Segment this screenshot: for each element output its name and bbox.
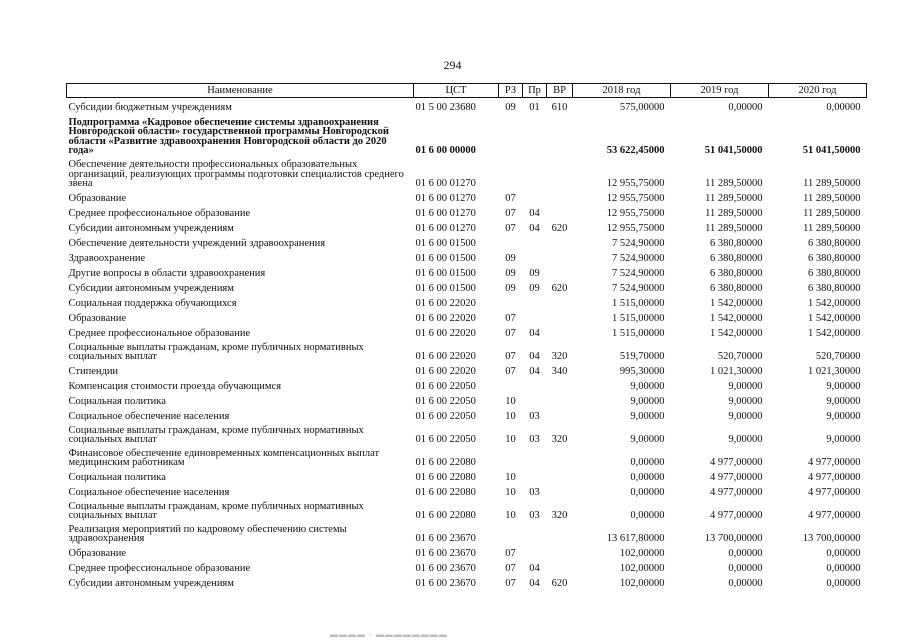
- cell-name: Субсидии бюджетным учреждениям: [68, 102, 232, 113]
- cell-cst: 01 6 00 23670: [415, 548, 476, 559]
- table-row: [67, 249, 867, 264]
- cell-y2018: 7 524,90000: [612, 238, 665, 249]
- cell-cst: 01 6 00 22080: [415, 457, 476, 468]
- table-row: [67, 407, 867, 422]
- table-header-row: [67, 84, 867, 98]
- cell-y2018: 0,00000: [630, 510, 665, 521]
- cell-y2020: 6 380,80000: [808, 283, 861, 294]
- table-row: [67, 234, 867, 249]
- cell-name: Обеспечение деятельности профессиональных образовательных организаций, реализующих программы подготовки специалистов среднего звена: [68, 159, 404, 189]
- table-row: [67, 574, 867, 589]
- cell-vr: [547, 377, 573, 392]
- cell-rz: 10: [505, 510, 516, 521]
- cell-cst: 01 6 00 22080: [415, 472, 476, 483]
- cell-name: Субсидии автономным учреждениям: [68, 283, 234, 294]
- cell-y2020: 1 542,00000: [808, 298, 861, 309]
- cell-vr: 340: [551, 366, 568, 377]
- cell-y2018: 995,30000: [619, 366, 665, 377]
- cell-y2020: 6 380,80000: [808, 253, 861, 264]
- cell-y2019: 4 977,00000: [710, 472, 763, 483]
- cell-y2019: 6 380,80000: [710, 283, 763, 294]
- cell-cst: 01 6 00 22020: [415, 366, 476, 377]
- cell-vr: [547, 392, 573, 407]
- cell-name: Среднее профессиональное образование: [68, 328, 251, 339]
- cell-vr: 320: [551, 510, 568, 521]
- cell-y2020: 520,70000: [815, 351, 861, 362]
- cell-rz: 10: [505, 411, 516, 422]
- cell-y2020: 9,00000: [826, 434, 861, 445]
- cell-name: Финансовое обеспечение единовременных компенсационных выплат медицинским работникам: [68, 447, 380, 468]
- cell-rz: 07: [505, 563, 516, 574]
- cell-name: Образование: [68, 313, 127, 324]
- cell-y2019: 1 542,00000: [710, 328, 763, 339]
- table-row: [67, 521, 867, 544]
- table-row: [67, 339, 867, 362]
- cell-y2020: 51 041,50000: [802, 145, 861, 156]
- table-row: [67, 559, 867, 574]
- cell-cst: 01 6 00 22020: [415, 328, 476, 339]
- cell-cst: 01 6 00 22020: [415, 313, 476, 324]
- cell-y2019: 1 542,00000: [710, 313, 763, 324]
- cell-y2018: 0,00000: [630, 487, 665, 498]
- cell-pr: 01: [529, 102, 540, 113]
- cell-y2018: 9,00000: [630, 396, 665, 407]
- cell-y2020: 0,00000: [826, 548, 861, 559]
- cell-y2020: 6 380,80000: [808, 238, 861, 249]
- cell-pr: [523, 294, 547, 309]
- cell-name: Социальная политика: [68, 472, 166, 483]
- header-cst: ЦСТ: [414, 84, 499, 98]
- cell-vr: [547, 407, 573, 422]
- cell-rz: [499, 294, 523, 309]
- cell-rz: [499, 377, 523, 392]
- cell-name: Социальные выплаты гражданам, кроме публичных нормативных социальных выплат: [68, 424, 364, 445]
- cell-vr: 620: [551, 283, 568, 294]
- cell-pr: [523, 309, 547, 324]
- cell-name: Образование: [68, 548, 127, 559]
- cell-y2018: 519,70000: [619, 351, 665, 362]
- cell-rz: 07: [505, 223, 516, 234]
- cell-rz: 07: [505, 328, 516, 339]
- cell-pr: 04: [529, 223, 540, 234]
- cell-cst: 01 6 00 22080: [415, 487, 476, 498]
- cell-y2019: 6 380,80000: [710, 253, 763, 264]
- cell-y2020: 1 021,30000: [808, 366, 861, 377]
- cell-cst: 01 6 00 00000: [415, 145, 476, 156]
- cell-y2019: 11 289,50000: [705, 178, 763, 189]
- cell-name: Стипендии: [68, 366, 119, 377]
- cell-name: Реализация мероприятий по кадровому обеспечению системы здравоохранения: [68, 523, 347, 544]
- cell-y2020: 1 542,00000: [808, 313, 861, 324]
- cell-y2018: 0,00000: [630, 457, 665, 468]
- cell-y2019: 1 021,30000: [710, 366, 763, 377]
- table-row: [67, 279, 867, 294]
- cell-rz: 09: [505, 268, 516, 279]
- cell-rz: [499, 521, 523, 544]
- table-row: [67, 445, 867, 468]
- cell-rz: 07: [505, 313, 516, 324]
- cell-y2020: 6 380,80000: [808, 268, 861, 279]
- cell-rz: 07: [505, 193, 516, 204]
- cell-y2018: 53 622,45000: [606, 145, 665, 156]
- cell-y2019: 13 700,00000: [704, 533, 763, 544]
- cell-y2019: 1 542,00000: [710, 298, 763, 309]
- cell-pr: 04: [529, 328, 540, 339]
- cell-rz: 09: [505, 102, 516, 113]
- cell-cst: 01 6 00 22050: [415, 381, 476, 392]
- cell-pr: 09: [529, 268, 540, 279]
- cell-vr: 320: [551, 434, 568, 445]
- cell-vr: [547, 156, 573, 189]
- cell-rz: 07: [505, 548, 516, 559]
- cell-name: Социальная поддержка обучающихся: [68, 298, 237, 309]
- cell-rz: [499, 234, 523, 249]
- cell-pr: 03: [529, 411, 540, 422]
- cell-cst: 01 6 00 01500: [415, 253, 476, 264]
- cell-y2018: 7 524,90000: [612, 283, 665, 294]
- cell-name: Здравоохранение: [68, 253, 146, 264]
- cell-cst: 01 6 00 23670: [415, 578, 476, 589]
- cell-y2020: 9,00000: [826, 396, 861, 407]
- table-row: [67, 468, 867, 483]
- cell-y2020: 11 289,50000: [803, 208, 861, 219]
- table-row: [67, 204, 867, 219]
- cell-pr: [523, 392, 547, 407]
- cell-y2020: 0,00000: [826, 563, 861, 574]
- header-name: Наименование: [67, 84, 414, 98]
- cell-rz: 10: [505, 487, 516, 498]
- table-row: [67, 324, 867, 339]
- cell-name: Субсидии автономным учреждениям: [68, 223, 234, 234]
- cell-y2019: 9,00000: [728, 396, 763, 407]
- header-2019: 2019 год: [671, 84, 769, 98]
- cell-y2020: 9,00000: [826, 381, 861, 392]
- header-rz: РЗ: [499, 84, 523, 98]
- cell-rz: 07: [505, 578, 516, 589]
- cell-y2019: 4 977,00000: [710, 487, 763, 498]
- cell-name: Среднее профессиональное образование: [68, 563, 251, 574]
- cell-y2020: 13 700,00000: [802, 533, 861, 544]
- table-row: [67, 422, 867, 445]
- table-row: [67, 498, 867, 521]
- cell-cst: 01 6 00 01500: [415, 238, 476, 249]
- cell-pr: 04: [529, 563, 540, 574]
- cell-cst: 01 6 00 01500: [415, 283, 476, 294]
- cell-name: Компенсация стоимости проезда обучающимся: [68, 381, 282, 392]
- cell-pr: [523, 189, 547, 204]
- cell-cst: 01 6 00 23670: [415, 563, 476, 574]
- cell-y2019: 0,00000: [728, 548, 763, 559]
- cell-vr: [547, 264, 573, 279]
- cell-y2018: 7 524,90000: [612, 253, 665, 264]
- cell-pr: [523, 377, 547, 392]
- cell-vr: [547, 445, 573, 468]
- cell-y2019: 0,00000: [728, 578, 763, 589]
- page-number: 294: [443, 58, 462, 72]
- cell-pr: [523, 249, 547, 264]
- cell-y2020: 9,00000: [826, 411, 861, 422]
- cell-pr: [523, 468, 547, 483]
- cell-y2020: 4 977,00000: [808, 487, 861, 498]
- cell-y2020: 11 289,50000: [803, 193, 861, 204]
- cell-name: Другие вопросы в области здравоохранения: [68, 268, 266, 279]
- cell-y2018: 0,00000: [630, 472, 665, 483]
- cell-rz: 07: [505, 351, 516, 362]
- cell-vr: 610: [551, 102, 568, 113]
- cell-pr: [523, 234, 547, 249]
- cell-name: Социальные выплаты гражданам, кроме публичных нормативных социальных выплат: [68, 341, 364, 362]
- table-row: [67, 219, 867, 234]
- header-2018: 2018 год: [573, 84, 671, 98]
- cell-y2018: 9,00000: [630, 411, 665, 422]
- table-body: [67, 98, 867, 590]
- table-row: [67, 113, 867, 156]
- cell-y2019: 9,00000: [728, 411, 763, 422]
- cell-pr: 03: [529, 434, 540, 445]
- cell-vr: [547, 234, 573, 249]
- cell-y2019: 4 977,00000: [710, 510, 763, 521]
- cell-y2018: 1 515,00000: [612, 313, 665, 324]
- table-row: [67, 98, 867, 114]
- cell-y2019: 6 380,80000: [710, 238, 763, 249]
- cell-y2018: 575,00000: [619, 102, 665, 113]
- cell-y2020: 0,00000: [826, 102, 861, 113]
- cell-y2019: 11 289,50000: [705, 208, 763, 219]
- table-row: [67, 294, 867, 309]
- cell-name: Образование: [68, 193, 127, 204]
- table-row: [67, 377, 867, 392]
- cell-y2018: 1 515,00000: [612, 328, 665, 339]
- cell-y2020: 0,00000: [826, 578, 861, 589]
- cell-y2018: 7 524,90000: [612, 268, 665, 279]
- cell-cst: 01 6 00 01500: [415, 268, 476, 279]
- cell-y2020: 11 289,50000: [803, 223, 861, 234]
- cell-cst: 01 6 00 22080: [415, 510, 476, 521]
- scan-artifact: ▬▬▬▬ ▫ ▬▬▬▬▬▬▬▬: [330, 630, 448, 639]
- cell-rz: [499, 445, 523, 468]
- cell-cst: 01 5 00 23680: [415, 102, 476, 113]
- cell-y2019: 520,70000: [717, 351, 763, 362]
- cell-pr: [523, 445, 547, 468]
- cell-vr: [547, 521, 573, 544]
- cell-name: Обеспечение деятельности учреждений здравоохранения: [68, 238, 326, 249]
- cell-cst: 01 6 00 01270: [415, 208, 476, 219]
- cell-y2019: 0,00000: [728, 102, 763, 113]
- cell-pr: [523, 156, 547, 189]
- cell-rz: 07: [505, 366, 516, 377]
- table-row: [67, 189, 867, 204]
- cell-y2018: 12 955,75000: [606, 208, 665, 219]
- cell-pr: [523, 544, 547, 559]
- cell-pr: 09: [529, 283, 540, 294]
- cell-pr: 03: [529, 487, 540, 498]
- cell-y2018: 1 515,00000: [612, 298, 665, 309]
- table-row: [67, 362, 867, 377]
- cell-vr: [547, 113, 573, 156]
- cell-vr: 320: [551, 351, 568, 362]
- cell-y2019: 9,00000: [728, 381, 763, 392]
- cell-y2019: 51 041,50000: [704, 145, 763, 156]
- table-row: [67, 156, 867, 189]
- cell-pr: 03: [529, 510, 540, 521]
- cell-y2018: 102,00000: [619, 578, 665, 589]
- cell-rz: [499, 156, 523, 189]
- cell-y2020: 4 977,00000: [808, 457, 861, 468]
- budget-table: [66, 83, 867, 589]
- cell-cst: 01 6 00 22020: [415, 298, 476, 309]
- table-row: [67, 483, 867, 498]
- cell-cst: 01 6 00 22020: [415, 351, 476, 362]
- cell-y2019: 9,00000: [728, 434, 763, 445]
- cell-y2018: 102,00000: [619, 563, 665, 574]
- cell-pr: 04: [529, 366, 540, 377]
- cell-y2018: 12 955,75000: [606, 193, 665, 204]
- cell-y2020: 4 977,00000: [808, 510, 861, 521]
- cell-vr: 620: [551, 223, 568, 234]
- cell-vr: [547, 249, 573, 264]
- cell-rz: 10: [505, 434, 516, 445]
- cell-name: Социальное обеспечение населения: [68, 487, 230, 498]
- cell-pr: 04: [529, 578, 540, 589]
- cell-rz: 09: [505, 283, 516, 294]
- table-row: [67, 392, 867, 407]
- table-row: [67, 309, 867, 324]
- cell-cst: 01 6 00 22050: [415, 411, 476, 422]
- cell-y2019: 6 380,80000: [710, 268, 763, 279]
- cell-rz: 09: [505, 253, 516, 264]
- cell-rz: 10: [505, 472, 516, 483]
- cell-vr: [547, 483, 573, 498]
- cell-name: Социальные выплаты гражданам, кроме публичных нормативных социальных выплат: [68, 500, 364, 521]
- cell-rz: 07: [505, 208, 516, 219]
- table-row: [67, 264, 867, 279]
- cell-name: Субсидии автономным учреждениям: [68, 578, 234, 589]
- cell-cst: 01 6 00 01270: [415, 193, 476, 204]
- cell-cst: 01 6 00 01270: [415, 178, 476, 189]
- cell-y2019: 11 289,50000: [705, 223, 763, 234]
- cell-vr: [547, 468, 573, 483]
- cell-y2020: 4 977,00000: [808, 472, 861, 483]
- cell-pr: [523, 113, 547, 156]
- cell-y2018: 102,00000: [619, 548, 665, 559]
- cell-vr: [547, 559, 573, 574]
- cell-rz: 10: [505, 396, 516, 407]
- cell-cst: 01 6 00 22050: [415, 434, 476, 445]
- cell-y2018: 12 955,75000: [606, 178, 665, 189]
- cell-name: Социальное обеспечение населения: [68, 411, 230, 422]
- cell-y2018: 13 617,80000: [606, 533, 665, 544]
- cell-vr: [547, 189, 573, 204]
- cell-name: Подпрограмма «Кадровое обеспечение системы здравоохранения Новгородской области» государственной программы Новгородской области «Развитие здравоохранения Новгородской области до 2020 года»: [68, 116, 389, 156]
- cell-name: Социальная политика: [68, 396, 166, 407]
- table-row: [67, 544, 867, 559]
- cell-y2018: 12 955,75000: [606, 223, 665, 234]
- cell-name: Среднее профессиональное образование: [68, 208, 251, 219]
- cell-vr: [547, 324, 573, 339]
- cell-y2020: 11 289,50000: [803, 178, 861, 189]
- cell-pr: 04: [529, 208, 540, 219]
- cell-pr: [523, 521, 547, 544]
- cell-cst: 01 6 00 22050: [415, 396, 476, 407]
- cell-pr: 04: [529, 351, 540, 362]
- cell-cst: 01 6 00 01270: [415, 223, 476, 234]
- cell-cst: 01 6 00 23670: [415, 533, 476, 544]
- cell-y2019: 11 289,50000: [705, 193, 763, 204]
- cell-y2019: 4 977,00000: [710, 457, 763, 468]
- header-pr: Пр: [523, 84, 547, 98]
- cell-y2018: 9,00000: [630, 381, 665, 392]
- header-2020: 2020 год: [769, 84, 867, 98]
- cell-y2018: 9,00000: [630, 434, 665, 445]
- cell-y2020: 1 542,00000: [808, 328, 861, 339]
- cell-rz: [499, 113, 523, 156]
- cell-vr: [547, 309, 573, 324]
- cell-vr: [547, 544, 573, 559]
- cell-vr: [547, 294, 573, 309]
- cell-y2019: 0,00000: [728, 563, 763, 574]
- header-vr: ВР: [547, 84, 573, 98]
- cell-vr: [547, 204, 573, 219]
- cell-vr: 620: [551, 578, 568, 589]
